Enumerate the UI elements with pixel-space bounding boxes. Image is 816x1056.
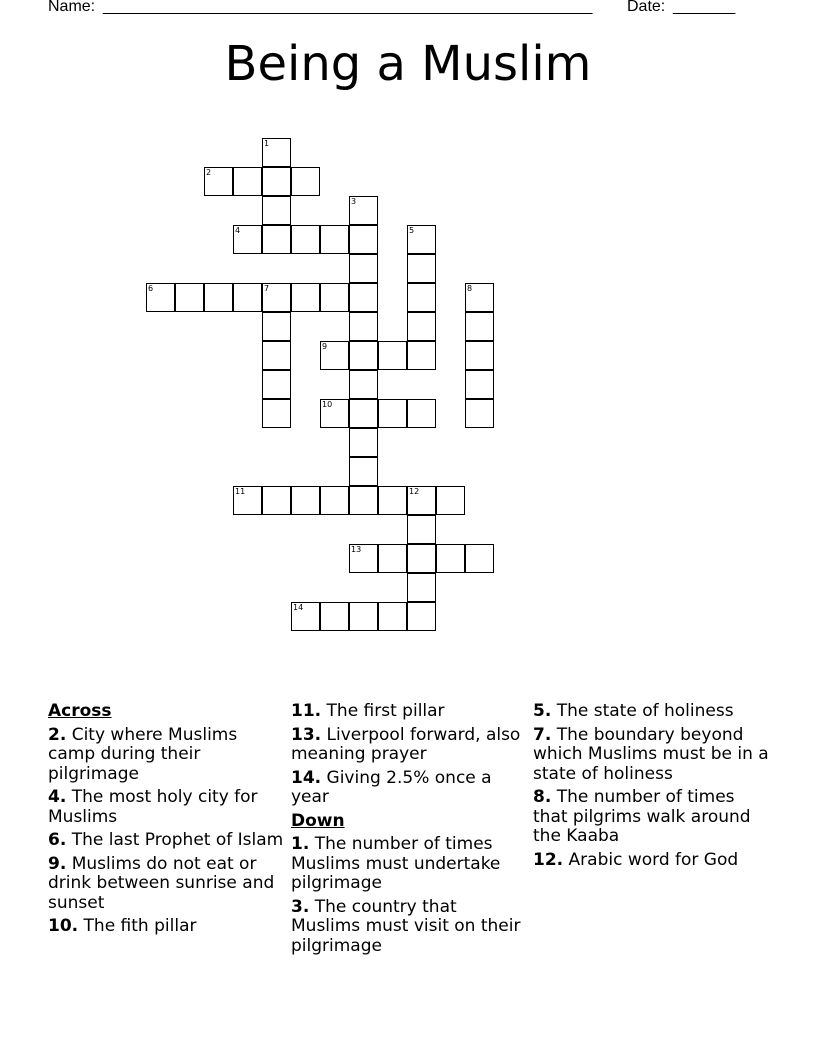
cell-number: 2 — [206, 168, 212, 177]
name-field[interactable]: _______________________________________________________ — [103, 0, 593, 15]
grid-cell[interactable] — [349, 225, 378, 254]
grid-cell[interactable] — [407, 486, 436, 515]
clue-across-4: 4. The most holy city for Muslims — [48, 787, 258, 827]
clue-down-8: 8. The number of times that pilgrims walk around the Kaaba — [533, 787, 751, 846]
grid-cell[interactable] — [320, 283, 349, 312]
grid-cell[interactable] — [291, 486, 320, 515]
cell-number: 7 — [264, 284, 270, 293]
grid-cell[interactable] — [465, 399, 494, 428]
grid-cell[interactable] — [320, 399, 349, 428]
grid-cell[interactable] — [407, 399, 436, 428]
grid-cell[interactable] — [320, 225, 349, 254]
grid-cell[interactable] — [262, 283, 291, 312]
grid-cell[interactable] — [407, 573, 436, 602]
grid-cell[interactable] — [349, 283, 378, 312]
clues-column-3 — [533, 702, 769, 874]
grid-cell[interactable] — [291, 225, 320, 254]
grid-cell[interactable] — [262, 138, 291, 167]
grid-cell[interactable] — [320, 341, 349, 370]
cell-number: 1 — [264, 139, 270, 148]
grid-cell[interactable] — [349, 254, 378, 283]
grid-cell[interactable] — [378, 399, 407, 428]
grid-cell[interactable] — [349, 312, 378, 341]
cell-number: 13 — [351, 545, 362, 554]
grid-cell[interactable] — [378, 486, 407, 515]
grid-cell[interactable] — [407, 283, 436, 312]
grid-cell[interactable] — [349, 341, 378, 370]
clue-across-14: 14. Giving 2.5% once a year — [291, 767, 492, 807]
grid-cell[interactable] — [233, 283, 262, 312]
grid-cell[interactable] — [233, 486, 262, 515]
grid-cell[interactable] — [407, 254, 436, 283]
grid-cell[interactable] — [407, 225, 436, 254]
grid-cell[interactable] — [465, 341, 494, 370]
grid-cell[interactable] — [320, 486, 349, 515]
grid-cell[interactable] — [262, 167, 291, 196]
grid-cell[interactable] — [378, 602, 407, 631]
cell-number: 9 — [322, 342, 328, 351]
clue-across-9: 9. Muslims do not eat or drink between sunrise and sunset — [48, 853, 275, 913]
clues-column-1 — [48, 702, 284, 941]
grid-cell[interactable] — [465, 312, 494, 341]
grid-cell[interactable] — [378, 341, 407, 370]
grid-cell[interactable] — [436, 544, 465, 573]
clue-down-3: 3. The country that Muslims must visit on their pilgrimage — [291, 896, 521, 956]
cell-number: 12 — [409, 487, 420, 496]
grid-cell[interactable] — [175, 283, 204, 312]
clue-across-13: 13. Liverpool forward, also meaning prayer — [291, 724, 521, 764]
grid-cell[interactable] — [465, 283, 494, 312]
grid-cell[interactable] — [291, 283, 320, 312]
grid-cell[interactable] — [349, 457, 378, 486]
grid-cell[interactable] — [262, 399, 291, 428]
cell-number: 14 — [293, 603, 304, 612]
grid-cell[interactable] — [262, 370, 291, 399]
grid-cell[interactable] — [291, 167, 320, 196]
name-label: Name: — [48, 0, 100, 15]
down-heading: Down — [291, 810, 345, 831]
clue-down-5: 5. The state of holiness — [533, 701, 734, 721]
grid-cell[interactable] — [465, 370, 494, 399]
grid-cell[interactable] — [146, 283, 175, 312]
grid-cell[interactable] — [407, 312, 436, 341]
date-label: Date: — [627, 0, 670, 15]
grid-cell[interactable] — [378, 544, 407, 573]
clue-across-6: 6. The last Prophet of Islam — [48, 830, 284, 850]
grid-cell[interactable] — [349, 370, 378, 399]
grid-cell[interactable] — [349, 196, 378, 225]
grid-cell[interactable] — [407, 515, 436, 544]
clue-across-2: 2. City where Muslims camp during their pilgrimage — [48, 724, 238, 784]
grid-cell[interactable] — [204, 283, 233, 312]
grid-cell[interactable] — [233, 167, 262, 196]
cell-number: 8 — [467, 284, 473, 293]
grid-cell[interactable] — [349, 428, 378, 457]
cell-number: 6 — [148, 284, 154, 293]
cell-number: 11 — [235, 487, 246, 496]
grid-cell[interactable] — [349, 544, 378, 573]
grid-cell[interactable] — [436, 486, 465, 515]
grid-cell[interactable] — [320, 602, 349, 631]
across-heading: Across — [48, 701, 112, 721]
grid-cell[interactable] — [291, 602, 320, 631]
grid-cell[interactable] — [349, 486, 378, 515]
cell-number: 5 — [409, 226, 415, 235]
grid-cell[interactable] — [465, 544, 494, 573]
clue-down-12: 12. Arabic word for God — [533, 849, 739, 870]
grid-cell[interactable] — [407, 602, 436, 631]
grid-cell[interactable] — [262, 196, 291, 225]
grid-cell[interactable] — [262, 341, 291, 370]
grid-cell[interactable] — [262, 225, 291, 254]
grid-cell[interactable] — [407, 544, 436, 573]
grid-cell[interactable] — [349, 602, 378, 631]
cell-number: 4 — [235, 226, 241, 235]
cell-number: 3 — [351, 197, 357, 206]
cell-number: 10 — [322, 400, 333, 409]
grid-cell[interactable] — [204, 167, 233, 196]
clue-across-11: 11. The first pillar — [291, 701, 445, 721]
clue-down-7: 7. The boundary beyond which Muslims must be in a state of holiness — [533, 724, 769, 784]
clue-down-1: 1. The number of times Muslims must undertake pilgrimage — [291, 834, 501, 893]
grid-cell[interactable] — [407, 341, 436, 370]
page-title: Being a Muslim — [224, 36, 592, 92]
clue-across-10: 10. The fith pillar — [48, 916, 197, 936]
grid-cell[interactable] — [349, 399, 378, 428]
grid-cell[interactable] — [262, 312, 291, 341]
grid-cell[interactable] — [233, 225, 262, 254]
date-field[interactable]: _______ — [673, 0, 736, 15]
grid-cell[interactable] — [262, 486, 291, 515]
clues-column-2 — [291, 702, 527, 960]
